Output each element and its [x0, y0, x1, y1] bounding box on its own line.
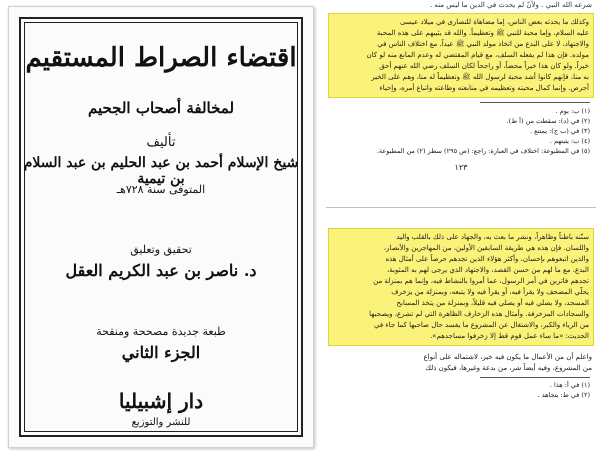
passage-line: المسجد، ولا يصلي فيه أو يصلي فيه قليلاً، وبمنزلة من يتخذ المسابح: [396, 299, 589, 307]
cover-publisher-sub: للنشر والتوزيع: [131, 417, 191, 428]
following-text: [326, 346, 596, 374]
cover-author-label: تأليف: [146, 135, 176, 150]
scanned-page-bottom: [326, 228, 596, 451]
footnotes-top: [376, 102, 590, 156]
footnotes-bottom: [480, 377, 590, 400]
cover-title: اقتضاء الصراط المستقيم: [25, 43, 297, 73]
passage-line: والسجادات المزخرفة. وأمثال هذه الزخارف الظاهرة التي لم تشرع، ويصحبها: [369, 310, 589, 318]
passage-line: البدع، مع ما لهم من حسن القصد، والاجتهاد الذي يرجى لهم به المثوبة،: [387, 266, 589, 274]
passage-line: يحلّي المصحف ولا يقرأ فيه، أو يقرأ فيه ولا يتبعه، وبمنزلة من يزخرف: [391, 288, 589, 296]
footnote: (٢) في ط: يتجاهد .: [537, 391, 590, 399]
passage-line: واللسان. فإن هذه هي طريقة السابقين الأولين، من المهاجرين والأنصار،: [383, 244, 589, 252]
cover-editor-label: تحقيق وتعليق: [130, 243, 192, 256]
cover-publisher: دار إشبيليا: [118, 389, 204, 413]
page-number: ١٢٣: [454, 163, 468, 172]
highlighted-passage-top: [328, 13, 594, 98]
passage-line: الحديث: «ما ساء عمل قوم قط إلا زخرفوا مساجدهم».: [430, 332, 589, 340]
cover-editor: د. ناصر بن عبد الكريم العقل: [65, 261, 257, 280]
cover-part: الجزء الثاني: [121, 343, 201, 362]
passage-line: تجدهم فاترين في أمر الرسول، عما أمروا بالنشاط فيه، وإنما هم بمنزلة من: [373, 277, 589, 285]
footnote: (١) ب: يوم .: [555, 107, 590, 115]
passage-line: عليه السلام، وإما محبة للنبي ﷺ وتعظيماً. والله قد يثيبهم على هذه المحبة: [376, 29, 589, 37]
scanned-page-top: [326, 0, 596, 196]
passage-line: مولده. فإن هذا لم يفعله السلف، مع قيام المقتضي له وعدم المانع منه لو كان: [366, 51, 589, 59]
cover-author: شيخ الإسلام أحمد بن عبد الحليم بن عبد السلام بن تيمية: [23, 155, 299, 187]
footnote: (٤) ب: يثبتهم .: [549, 137, 590, 145]
passage-line: أحرص. وإنما كمال محبته وتعظيمه في متابعته وطاعته واتباع أمره، وإحياء: [379, 84, 589, 92]
cover-author-died: المتوفى سنة ٧٢٨هـ: [116, 183, 206, 196]
footnote: (٣) في (ب ج): يمتنع .: [529, 127, 590, 135]
passage-line: به منا، فإنهم كانوا أشد محبة لرسول الله ﷺ وتعظيماً له منا، وهم على الخير: [371, 73, 589, 81]
page-header-line: شرعه الله النبي . ولأنّ لم يحدث في الدين ما ليس منه .: [429, 1, 592, 9]
text-line: من المشروع، وفيه أيضاً شر، من بدعة وغيرها، فيكون ذلك: [425, 364, 592, 372]
passage-line: سنّته باطناً وظاهراً، ونشر ما بعث به، والجهاد على ذلك بالقلب واليد: [396, 233, 589, 241]
cover-edition: طبعة جديدة مصححة ومنقحة: [96, 325, 226, 338]
highlighted-passage-bottom: [328, 228, 594, 346]
passage-line: والاجتهاد، لا على البدع من اتخاذ مولد النبي ﷺ عيداً. مع اختلاف الناس في: [377, 40, 589, 48]
footnote: (٥) في المطبوعة: اختلاف في العبارة: راجع: (ص ٢٩٥) سطر (٢) من المطبوعة.: [376, 147, 590, 155]
passage-line: وكذلك ما يحدثه بعض الناس، إما مضاهاة للنصارى في ميلاد عيسى: [399, 18, 589, 26]
cover-frame: [19, 17, 303, 437]
text-line: واعلم أن من الأعمال ما يكون فيه خير، لاشتماله على أنواع: [423, 353, 592, 361]
page-divider: [326, 207, 596, 208]
cover-frame-inner: [24, 22, 298, 432]
passage-line: والذين اتبعوهم بإحسان. وأكثر هؤلاء الذين تجدهم حرصاً على أمثال هذه: [385, 255, 589, 263]
footnote: (٢) في (د): سقطت من (أ ط).: [506, 117, 590, 125]
footnote: (١) في أ: هذا .: [549, 381, 590, 389]
passage-line: من الرياء والكبر، والاشتغال عن المشروع ما يفسد حال صاحبها كما جاء في: [374, 321, 589, 329]
book-cover: [8, 6, 314, 448]
passage-line: خيراً. ولو كان هذا خيراً محضاً، أو راجحاً لكان السلف رضي الله عنهم أحق: [379, 62, 589, 70]
cover-subtitle: لمخالفة أصحاب الجحيم: [87, 99, 235, 117]
